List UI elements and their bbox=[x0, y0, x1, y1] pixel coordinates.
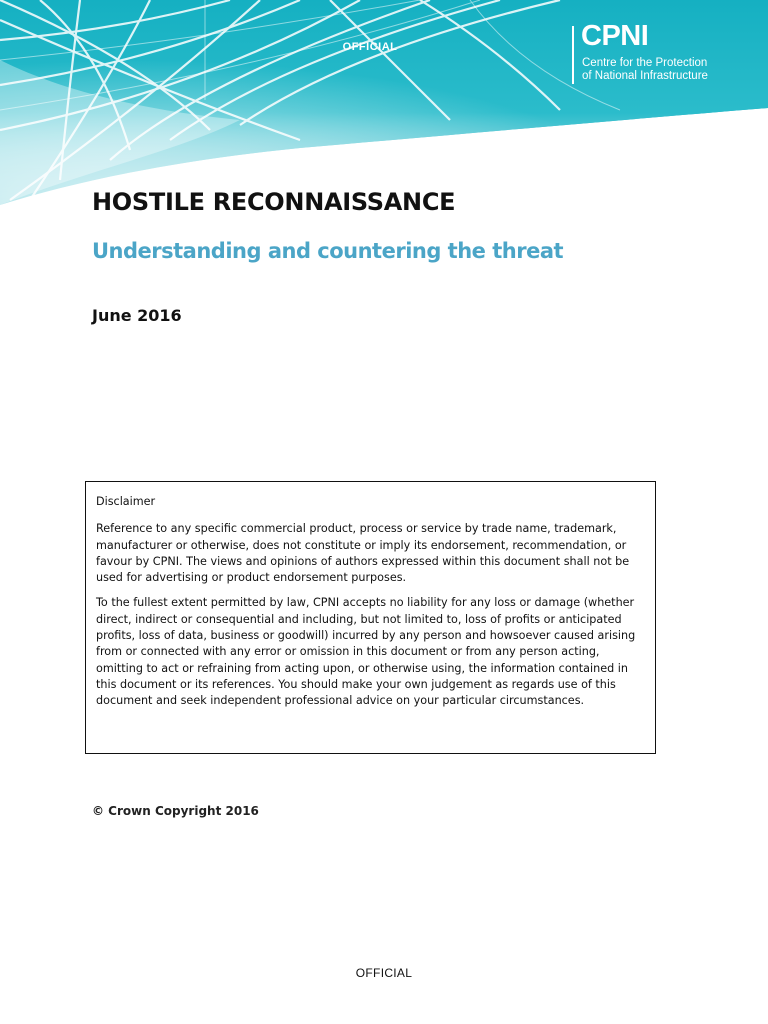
cpni-logo bbox=[572, 20, 742, 90]
disclaimer-box bbox=[85, 481, 656, 754]
header-security-marking: OFFICIAL bbox=[342, 41, 398, 53]
disclaimer-paragraph-1: Reference to any specific commercial product, process or service by trade name, trademark, manufacturer or otherwise, does not constitute or imply its endorsement, recommendation, or favour by CPNI. The views and opinions of authors expressed within this document shall not be used for advertising or product endorsement purposes. bbox=[96, 522, 630, 585]
logo-wordmark: CPNI bbox=[581, 20, 649, 52]
publication-date: June 2016 bbox=[92, 306, 182, 325]
copyright-notice: © Crown Copyright 2016 bbox=[92, 804, 259, 818]
footer-security-marking: OFFICIAL bbox=[355, 966, 413, 980]
disclaimer-paragraph-2: To the fullest extent permitted by law, CPNI accepts no liability for any loss or damage (whether direct, indirect or consequential and including, but not limited to, loss of profits or anticipated profits, loss of data, business or goodwill) incurred by any person and howsoever caused arising from or connected with any error or omission in this document or from any person acting, omitting to act or refraining from acting upon, or otherwise using, the information contained in this document or its references. You should make your own judgement as regards use of this document and seek independent professional advice on your particular circumstances. bbox=[96, 596, 636, 708]
disclaimer-heading: Disclaimer bbox=[96, 495, 156, 508]
logo-subtitle bbox=[582, 57, 708, 83]
document-title: HOSTILE RECONNAISSANCE bbox=[92, 188, 456, 216]
logo-divider bbox=[572, 26, 574, 84]
document-subtitle: Understanding and countering the threat bbox=[92, 239, 564, 263]
logo-subtitle-line-2: of National Infrastructure bbox=[582, 70, 708, 82]
logo-subtitle-line-1: Centre for the Protection bbox=[582, 57, 708, 69]
